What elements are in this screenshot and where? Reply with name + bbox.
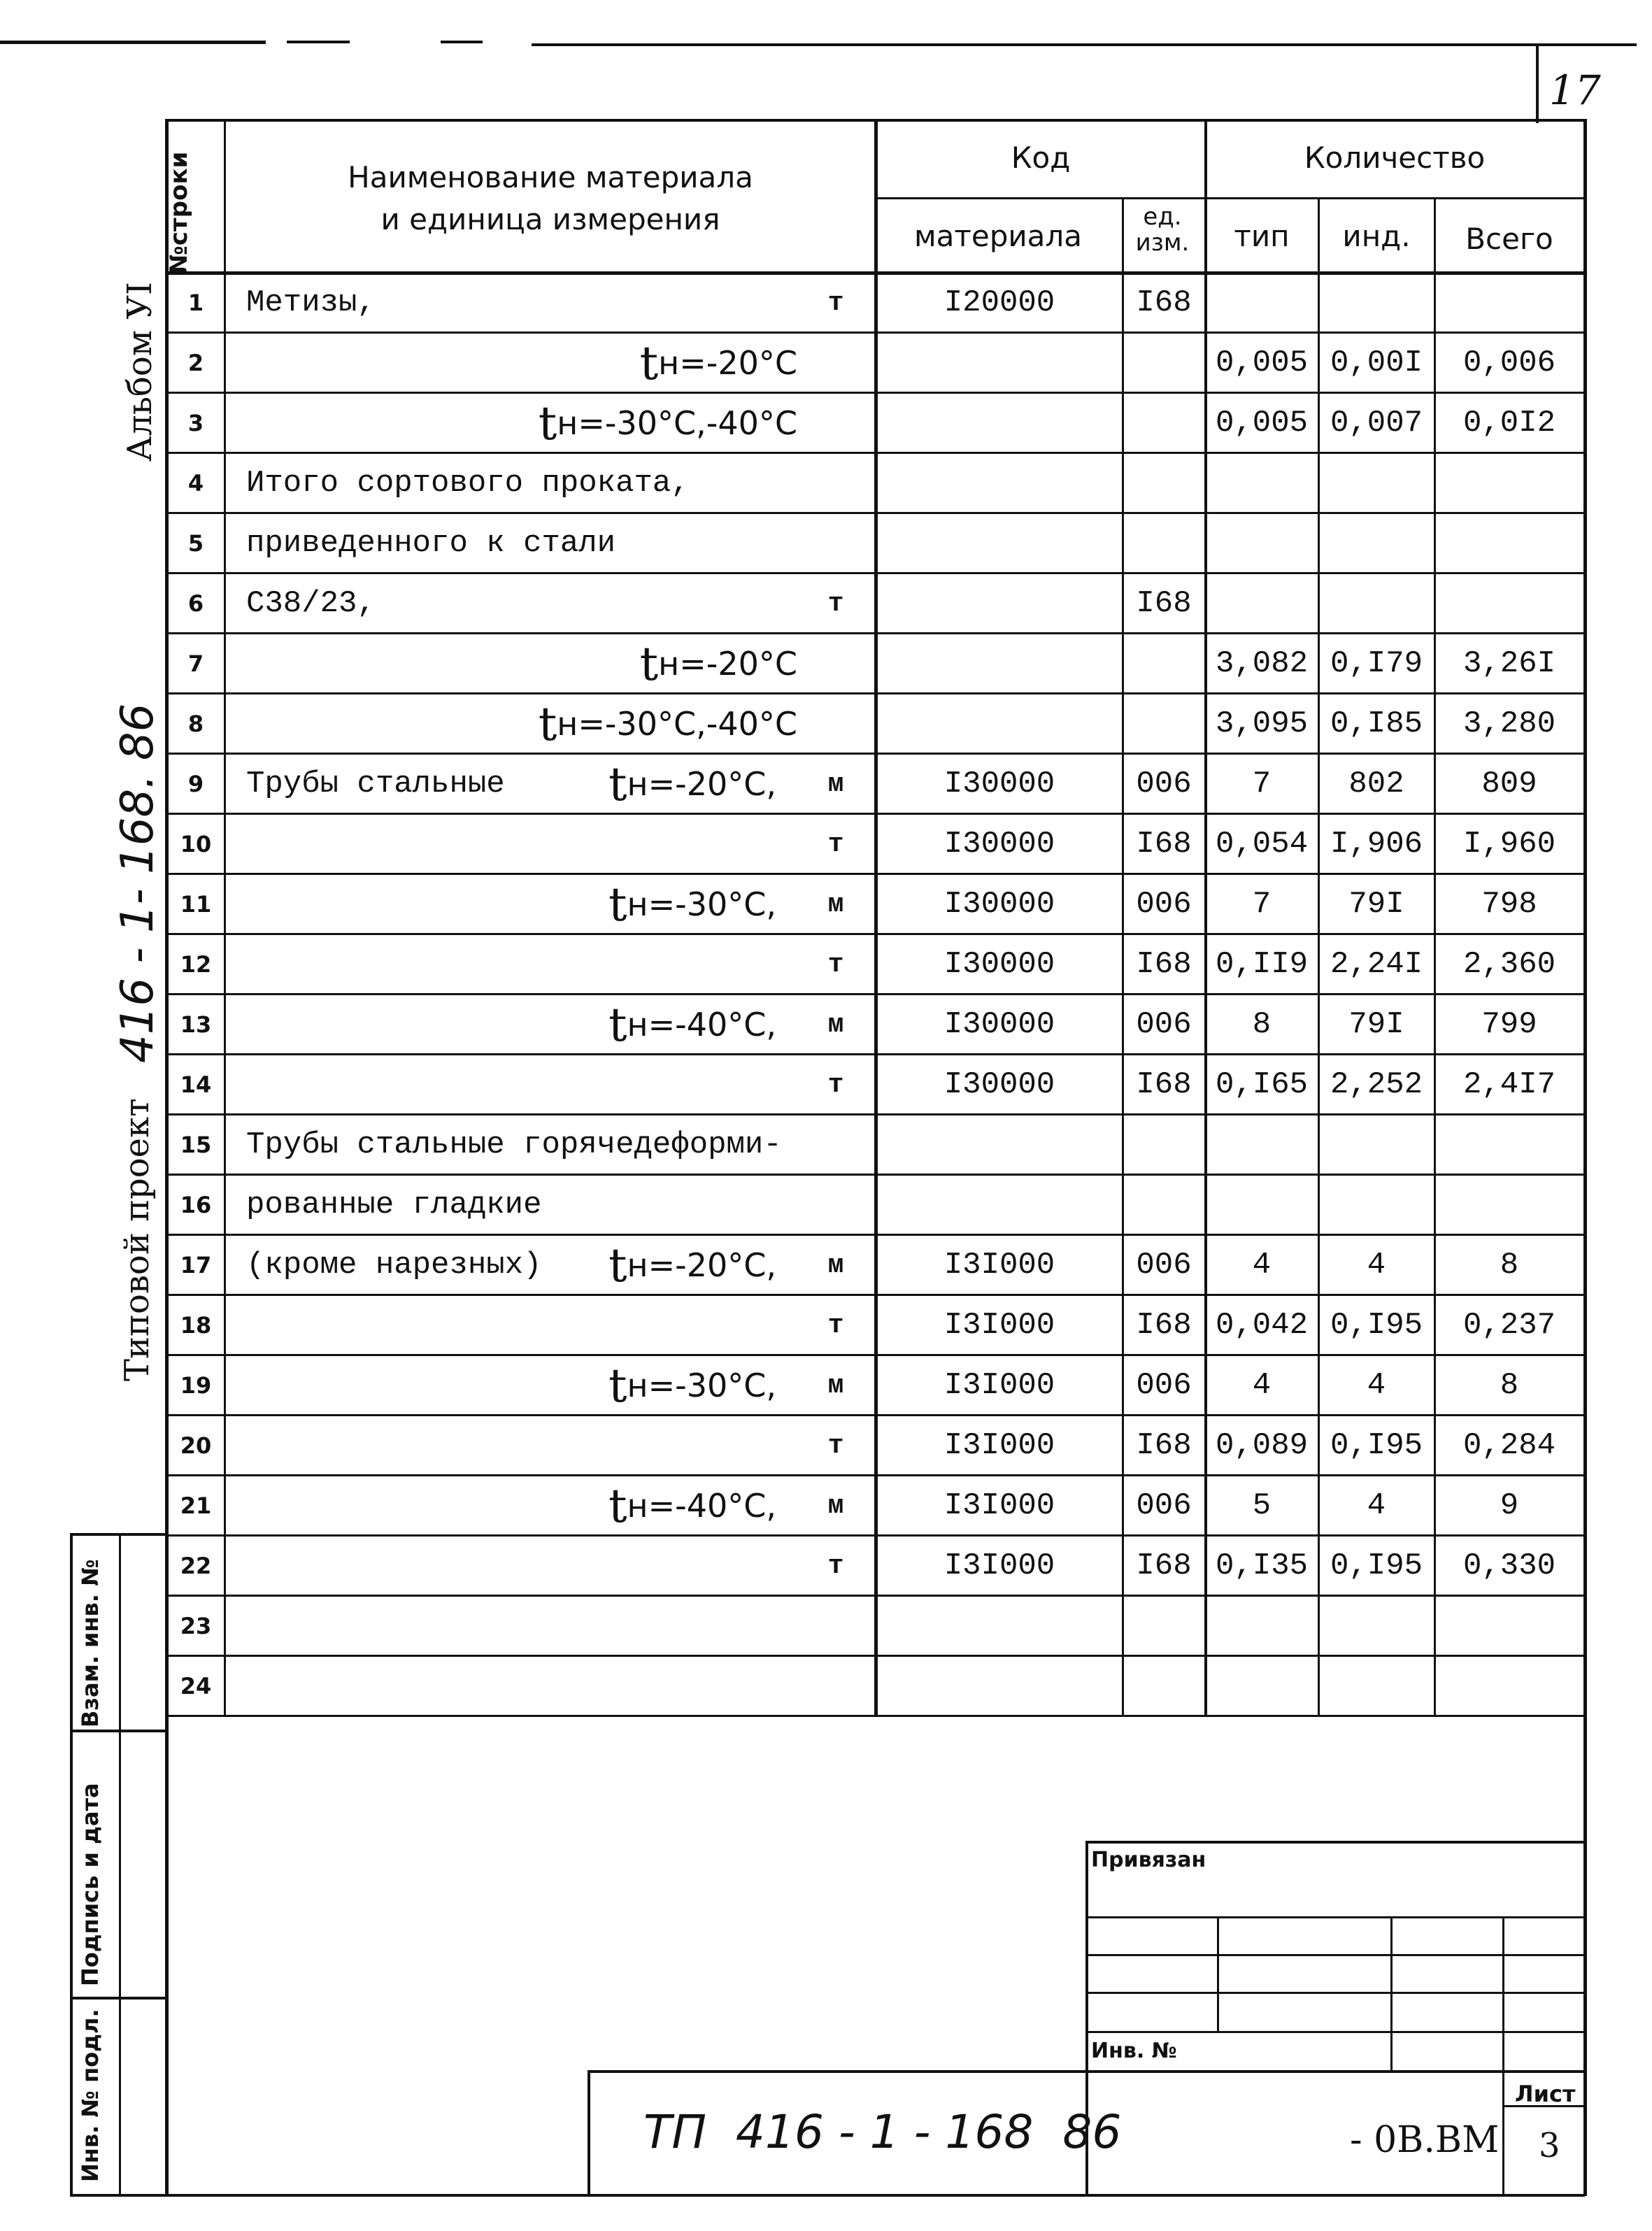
row-number: 17 <box>180 1252 212 1278</box>
row-qty-total: 0,330 <box>1462 1548 1556 1583</box>
row-unit: м <box>827 769 844 799</box>
row-qty-ind: 4 <box>1367 1248 1386 1283</box>
row-qty-type <box>1206 453 1318 513</box>
row-code-material: I30000 <box>944 1067 1055 1102</box>
header-qty-group: Количество <box>1304 141 1486 175</box>
row-code-material <box>877 1175 1122 1235</box>
row-qty-total: 3,280 <box>1462 706 1556 741</box>
sheet-corner-number: 17 <box>1549 66 1601 114</box>
row-qty-total <box>1435 1656 1583 1716</box>
row-qty-total: 2,360 <box>1462 947 1556 982</box>
row-qty-ind: I,906 <box>1330 827 1423 862</box>
row-code-unit <box>1123 1175 1204 1235</box>
row-code-unit: I68 <box>1136 1428 1192 1463</box>
row-number: 23 <box>180 1613 212 1639</box>
row-qty-total <box>1435 1596 1583 1656</box>
row-code-unit <box>1123 634 1204 694</box>
row-code-material: I30000 <box>944 947 1055 982</box>
row-unit <box>804 513 867 573</box>
row-code-material: I30000 <box>944 767 1055 801</box>
row-number: 14 <box>180 1071 212 1098</box>
row-qty-type: 4 <box>1252 1368 1272 1403</box>
row-number: 4 <box>187 470 204 497</box>
row-code-unit <box>1123 333 1204 393</box>
margin-strip-bottom <box>70 2194 165 2197</box>
temperature-value: н=-30°С, <box>627 1367 776 1404</box>
row-material-name: Итого сортового проката, <box>246 466 690 501</box>
temperature-value: н=-40°С, <box>627 1487 776 1525</box>
temperature-symbol: t <box>608 757 627 811</box>
row-qty-total <box>1435 573 1583 634</box>
row-unit: т <box>827 949 844 980</box>
stamp-big-top <box>588 2070 1583 2073</box>
row-material-name: Метизы, <box>246 285 376 320</box>
row-temperature-condition <box>490 1355 776 1416</box>
row-unit <box>804 1115 867 1175</box>
row-code-unit: 006 <box>1136 1368 1192 1403</box>
header-code-unit: ед. изм. <box>1135 203 1190 257</box>
grid-column-line <box>224 119 226 1715</box>
row-qty-type <box>1206 1596 1318 1656</box>
header-qty-ind: инд. <box>1342 219 1411 253</box>
row-material-name: Трубы стальные <box>246 767 505 801</box>
header-code-material: материала <box>913 219 1082 253</box>
row-code-material <box>877 573 1122 634</box>
row-unit <box>804 333 867 393</box>
row-unit <box>804 1596 867 1656</box>
row-qty-ind <box>1319 273 1434 333</box>
row-qty-ind: 4 <box>1367 1368 1386 1403</box>
row-qty-type: 3,095 <box>1215 706 1309 741</box>
row-code-unit: I68 <box>1136 586 1192 621</box>
row-code-material <box>877 694 1122 754</box>
row-temperature-condition <box>490 1476 776 1536</box>
row-unit <box>804 634 867 694</box>
row-code-material: I30000 <box>944 887 1055 922</box>
row-code-unit: 006 <box>1136 1007 1192 1042</box>
row-unit <box>804 1656 867 1716</box>
row-qty-total: 2,4I7 <box>1462 1067 1556 1102</box>
row-unit: т <box>827 1069 844 1100</box>
row-qty-ind: 79I <box>1348 1007 1404 1042</box>
row-qty-ind: 0,I95 <box>1330 1548 1423 1583</box>
row-qty-type <box>1206 1656 1318 1716</box>
temperature-symbol: t <box>608 877 627 932</box>
stamp-line-3 <box>1085 1992 1583 1994</box>
header-name-line2: и единица измерения <box>380 202 720 236</box>
temperature-value: н=-20°С <box>658 344 797 382</box>
margin-strip-right <box>119 1533 121 2196</box>
row-code-unit <box>1123 453 1204 513</box>
row-qty-ind: 0,007 <box>1330 406 1423 441</box>
temperature-symbol: t <box>538 697 557 751</box>
row-material-name <box>227 1656 842 1716</box>
row-unit <box>804 1175 867 1235</box>
header-code-group: Код <box>1011 141 1071 175</box>
row-code-unit: I68 <box>1136 947 1192 982</box>
row-code-material <box>877 634 1122 694</box>
row-qty-total <box>1435 453 1583 513</box>
temperature-symbol: t <box>608 1358 627 1413</box>
row-qty-total <box>1435 1115 1583 1175</box>
row-material-name: рованные гладкие <box>246 1188 542 1223</box>
row-number: 5 <box>187 530 204 557</box>
row-qty-total: 8 <box>1500 1368 1519 1403</box>
stamp-line-2 <box>1085 1954 1583 1956</box>
header-qty-type: тип <box>1234 219 1290 253</box>
stamp-line-4 <box>1085 2031 1583 2033</box>
row-qty-type <box>1206 273 1318 333</box>
row-number: 12 <box>180 951 212 978</box>
top-rule-dash-1 <box>287 41 350 43</box>
row-qty-type <box>1206 1115 1318 1175</box>
temperature-symbol: t <box>639 636 659 691</box>
row-temperature-condition <box>490 694 797 754</box>
row-qty-total: 0,284 <box>1462 1428 1556 1463</box>
row-qty-type: 4 <box>1252 1248 1272 1283</box>
row-number: 22 <box>180 1553 212 1579</box>
grid-header-divider <box>876 197 1583 199</box>
side-vzam-inv: Взам. инв. № <box>77 1559 104 1727</box>
row-qty-total: 3,26I <box>1462 646 1556 681</box>
row-qty-type: 7 <box>1252 887 1272 922</box>
temperature-value: н=-30°С, <box>627 885 776 923</box>
row-code-material: I3I000 <box>944 1248 1055 1283</box>
row-qty-type: 7 <box>1252 767 1272 801</box>
row-qty-type: 8 <box>1252 1007 1272 1042</box>
row-material-name: приведенного к стали <box>246 526 616 561</box>
row-number: 24 <box>180 1673 212 1699</box>
row-code-material <box>877 393 1122 453</box>
row-code-unit: 006 <box>1136 887 1192 922</box>
row-qty-total: 0,0I2 <box>1462 406 1556 441</box>
row-code-material: I3I000 <box>944 1548 1055 1583</box>
row-qty-ind: 79I <box>1348 887 1404 922</box>
side-project-label: Типовой проект <box>118 1098 157 1381</box>
row-qty-type: 0,I65 <box>1215 1067 1309 1102</box>
row-number: 21 <box>180 1492 212 1519</box>
temperature-symbol: t <box>608 997 627 1052</box>
row-qty-type <box>1206 1175 1318 1235</box>
row-material-name: Трубы стальные горячедеформи- <box>246 1127 782 1162</box>
row-unit: м <box>827 889 844 920</box>
frame-right <box>1583 1715 1587 2196</box>
stamp-vline-1 <box>1217 1916 1219 2031</box>
row-temperature-condition <box>490 754 776 814</box>
row-qty-type: 0,II9 <box>1215 947 1309 982</box>
row-qty-ind: 2,252 <box>1330 1067 1423 1102</box>
row-qty-total: 0,006 <box>1462 345 1556 380</box>
row-qty-type: 0,005 <box>1215 406 1309 441</box>
frame-left <box>165 1715 169 2196</box>
top-rule-dash-2 <box>441 41 483 43</box>
row-qty-total: 799 <box>1481 1007 1537 1042</box>
row-material-name <box>227 1295 842 1355</box>
row-number: 19 <box>180 1372 212 1399</box>
stamp-vline-3 <box>1502 1916 1504 2196</box>
row-qty-ind: 4 <box>1367 1488 1386 1523</box>
row-temperature-condition <box>490 333 797 393</box>
row-qty-type: 0,042 <box>1215 1308 1309 1343</box>
row-code-material <box>877 513 1122 573</box>
row-unit: м <box>827 1490 844 1521</box>
row-unit: т <box>827 588 844 619</box>
row-number: 13 <box>180 1011 212 1038</box>
stamp-suffix: - 0В.ВМ <box>1350 2119 1500 2161</box>
stamp-vline-2 <box>1390 1916 1393 2072</box>
row-material-name <box>227 814 842 874</box>
row-number: 9 <box>187 771 204 797</box>
row-code-unit <box>1123 1596 1204 1656</box>
side-album-label: Альбом УI <box>120 281 159 462</box>
row-code-material: I30000 <box>944 827 1055 862</box>
row-code-unit: 006 <box>1136 1488 1192 1523</box>
row-qty-ind: 0,I95 <box>1330 1428 1423 1463</box>
row-qty-ind <box>1319 1115 1434 1175</box>
row-qty-ind: 802 <box>1348 767 1404 801</box>
row-code-unit: I68 <box>1136 1308 1192 1343</box>
row-unit: т <box>827 287 844 318</box>
row-code-material: I3I000 <box>944 1428 1055 1463</box>
row-unit: т <box>827 1430 844 1461</box>
row-qty-type: 0,054 <box>1215 827 1309 862</box>
row-code-unit <box>1123 1115 1204 1175</box>
row-code-material <box>877 1596 1122 1656</box>
row-qty-ind: 0,I85 <box>1330 706 1423 741</box>
row-temperature-condition <box>490 634 797 694</box>
row-code-unit: 006 <box>1136 1248 1192 1283</box>
row-number: 3 <box>187 410 204 436</box>
row-number: 1 <box>187 290 204 316</box>
row-qty-ind <box>1319 573 1434 634</box>
temperature-symbol: t <box>608 1238 627 1292</box>
row-unit: м <box>827 1009 844 1040</box>
row-code-unit: I68 <box>1136 1067 1192 1102</box>
row-qty-total <box>1435 1175 1583 1235</box>
row-qty-ind <box>1319 513 1434 573</box>
row-qty-type: 0,089 <box>1215 1428 1309 1463</box>
row-number: 18 <box>180 1312 212 1339</box>
row-material-name: С38/23, <box>246 586 376 621</box>
row-unit: т <box>827 1310 844 1341</box>
row-qty-type: 0,I35 <box>1215 1548 1309 1583</box>
row-qty-type <box>1206 573 1318 634</box>
row-qty-ind <box>1319 1596 1434 1656</box>
row-unit: т <box>827 829 844 860</box>
stamp-line-1 <box>1085 1916 1583 1918</box>
row-qty-total: 809 <box>1481 767 1537 801</box>
row-qty-total <box>1435 273 1583 333</box>
row-number: 20 <box>180 1432 212 1459</box>
row-code-material <box>877 453 1122 513</box>
row-code-unit <box>1123 694 1204 754</box>
margin-strip-div-1 <box>70 1730 165 1732</box>
row-number: 15 <box>180 1132 212 1158</box>
corner-box-left <box>1536 45 1539 123</box>
header-name-line1: Наименование материала <box>348 160 753 194</box>
row-qty-ind: 0,I95 <box>1330 1308 1423 1343</box>
side-inv-podl: Инв. № подл. <box>77 2009 104 2182</box>
row-number: 7 <box>187 650 204 677</box>
row-qty-total: 0,237 <box>1462 1308 1556 1343</box>
row-unit <box>804 453 867 513</box>
row-temperature-condition <box>490 995 776 1055</box>
stamp-designation: ТП 416 - 1 - 168 86 <box>643 2105 1122 2159</box>
row-temperature-condition <box>490 393 797 453</box>
frame-bottom <box>165 2194 1585 2197</box>
row-material-name <box>227 1416 842 1476</box>
margin-strip-top <box>70 1533 165 1536</box>
row-qty-total: 798 <box>1481 887 1537 922</box>
row-qty-ind <box>1319 453 1434 513</box>
row-qty-type: 0,005 <box>1215 345 1309 380</box>
row-material-name <box>227 1596 842 1656</box>
temperature-symbol: t <box>608 1478 627 1533</box>
side-project-code: 416 - 1- 168. 86 <box>112 703 164 1063</box>
temperature-value: н=-20°С, <box>627 765 776 803</box>
row-unit <box>804 694 867 754</box>
stamp-list-label: Лист <box>1515 2081 1576 2107</box>
row-number: 11 <box>180 891 212 918</box>
stamp-list-number: 3 <box>1539 2126 1560 2165</box>
header-row-number: №строки <box>165 151 193 274</box>
top-rule-right <box>532 43 1637 46</box>
side-podpis-data: Подпись и дата <box>77 1783 104 1986</box>
row-code-unit <box>1123 393 1204 453</box>
row-temperature-condition <box>490 1235 776 1295</box>
row-number: 8 <box>187 711 204 737</box>
row-material-name <box>227 1536 842 1596</box>
row-number: 16 <box>180 1192 212 1218</box>
row-qty-ind <box>1319 1175 1434 1235</box>
row-code-unit <box>1123 513 1204 573</box>
temperature-value: н=-20°С, <box>627 1246 776 1284</box>
row-unit: м <box>827 1370 844 1401</box>
row-qty-total: 8 <box>1500 1248 1519 1283</box>
row-qty-total: I,960 <box>1462 827 1556 862</box>
stamp-privyazan: Привязан <box>1091 1848 1206 1872</box>
header-qty-total: Всего <box>1465 222 1553 256</box>
grid-column-line <box>1583 119 1587 1715</box>
row-code-material: I3I000 <box>944 1368 1055 1403</box>
temperature-symbol: t <box>639 336 659 390</box>
row-qty-ind: 0,I79 <box>1330 646 1423 681</box>
row-code-material <box>877 1656 1122 1716</box>
temperature-value: н=-40°С, <box>627 1006 776 1043</box>
row-code-unit: I68 <box>1136 1548 1192 1583</box>
row-code-unit: 006 <box>1136 767 1192 801</box>
margin-strip-div-2 <box>70 1997 165 2000</box>
row-unit: м <box>827 1250 844 1281</box>
top-rule-left <box>0 41 266 44</box>
temperature-value: н=-20°С <box>658 645 797 683</box>
row-code-material: I20000 <box>944 285 1055 320</box>
row-material-name <box>227 934 842 995</box>
stamp-inv-no: Инв. № <box>1091 2039 1177 2063</box>
temperature-value: н=-30°С,-40°С <box>557 705 797 743</box>
margin-left-edge <box>70 1533 73 2196</box>
row-unit <box>804 393 867 453</box>
row-code-material <box>877 1115 1122 1175</box>
row-qty-type: 5 <box>1252 1488 1272 1523</box>
row-material-name <box>227 1055 842 1115</box>
row-code-unit: I68 <box>1136 285 1192 320</box>
stamp-top-line <box>1085 1841 1583 1844</box>
row-temperature-condition <box>490 874 776 934</box>
temperature-value: н=-30°С,-40°С <box>557 404 797 442</box>
row-qty-type: 3,082 <box>1215 646 1309 681</box>
row-number: 2 <box>187 350 204 376</box>
row-code-material: I3I000 <box>944 1488 1055 1523</box>
row-qty-ind: 2,24I <box>1330 947 1423 982</box>
row-qty-type <box>1206 513 1318 573</box>
row-number: 10 <box>180 831 212 857</box>
row-qty-ind <box>1319 1656 1434 1716</box>
temperature-symbol: t <box>538 396 557 450</box>
row-code-material: I30000 <box>944 1007 1055 1042</box>
row-qty-total: 9 <box>1500 1488 1519 1523</box>
row-number: 6 <box>187 590 204 617</box>
row-code-unit <box>1123 1656 1204 1716</box>
row-qty-total <box>1435 513 1583 573</box>
row-code-material <box>877 333 1122 393</box>
row-code-material: I3I000 <box>944 1308 1055 1343</box>
row-qty-ind: 0,00I <box>1330 345 1423 380</box>
stamp-big-left <box>588 2070 590 2196</box>
row-unit: т <box>827 1551 844 1581</box>
row-material-name: (кроме нарезных) <box>246 1248 542 1283</box>
row-code-unit: I68 <box>1136 827 1192 862</box>
